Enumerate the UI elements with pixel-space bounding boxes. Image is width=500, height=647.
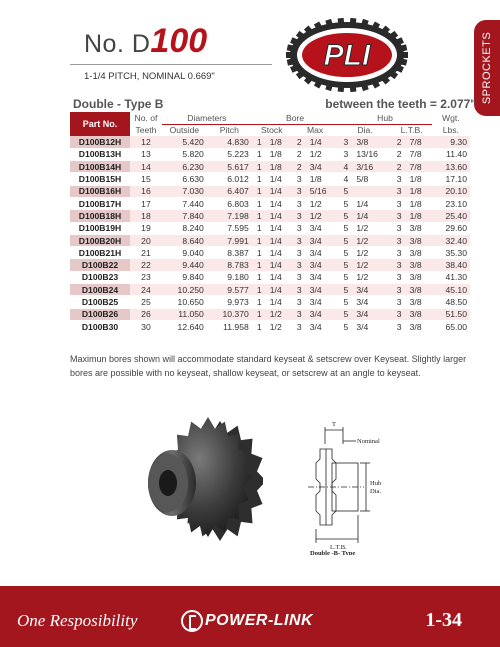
cell-ltb-whole: 2 (392, 136, 407, 148)
cell-stock-bore-whole: 1 (252, 197, 267, 209)
cell-hub-dia-whole: 5 (338, 320, 353, 332)
cell-max-bore-whole: 2 (292, 148, 307, 160)
cell-weight: 9.30 (432, 136, 470, 148)
cell-stock-bore-whole: 1 (252, 271, 267, 283)
cell-weight: 38.40 (432, 259, 470, 271)
cell-outside-dia: 8.640 (162, 234, 207, 246)
cell-pitch-dia: 8.783 (207, 259, 252, 271)
table-row (70, 210, 470, 222)
cell-outside-dia: 12.640 (162, 320, 207, 332)
cell-part-no: D100B23 (70, 271, 130, 283)
cell-part-no: D100B14H (70, 161, 130, 173)
table-row (70, 222, 470, 234)
cell-weight: 17.10 (432, 173, 470, 185)
cell-stock-bore-frac: 1/4 (267, 185, 292, 197)
cell-pitch-dia: 8.387 (207, 247, 252, 259)
pitch-subtitle: 1-1/4 PITCH, NOMINAL 0.669" (84, 71, 215, 82)
cell-weight: 51.50 (432, 308, 470, 320)
cell-ltb-frac: 3/8 (407, 259, 432, 271)
cell-pitch-dia: 9.180 (207, 271, 252, 283)
cell-pitch-dia: 6.012 (207, 173, 252, 185)
cell-ltb-frac: 3/8 (407, 308, 432, 320)
cell-ltb-whole: 3 (392, 308, 407, 320)
cell-weight: 25.40 (432, 210, 470, 222)
title-prefix: No. D (84, 30, 151, 58)
brand-name: POWER-LINK (205, 612, 314, 629)
cell-stock-bore-whole: 1 (252, 234, 267, 246)
cell-max-bore-frac: 3/4 (307, 247, 339, 259)
cell-hub-dia-whole: 5 (338, 308, 353, 320)
cell-max-bore-frac: 5/16 (307, 185, 339, 197)
spec-table-body (70, 136, 470, 333)
cell-part-no: D100B30 (70, 320, 130, 332)
cell-weight: 65.00 (432, 320, 470, 332)
drawing-t-label: T (332, 421, 336, 428)
col-dia: Dia. (357, 125, 373, 136)
drawing-hub-label: Hub (370, 480, 382, 487)
cell-stock-bore-whole: 1 (252, 136, 267, 148)
cell-ltb-whole: 3 (392, 284, 407, 296)
cell-teeth: 22 (130, 259, 162, 271)
cell-stock-bore-frac: 1/2 (267, 308, 292, 320)
cell-teeth: 16 (130, 185, 162, 197)
cell-pitch-dia: 7.198 (207, 210, 252, 222)
cell-outside-dia: 6.630 (162, 173, 207, 185)
cell-max-bore-whole: 3 (292, 296, 307, 308)
cell-weight: 11.40 (432, 148, 470, 160)
cell-max-bore-whole: 3 (292, 210, 307, 222)
type-label: Double - Type B (73, 97, 164, 111)
cell-max-bore-frac: 1/2 (307, 210, 339, 222)
cell-stock-bore-whole: 1 (252, 222, 267, 234)
cell-part-no: D100B24 (70, 284, 130, 296)
cell-hub-dia-whole: 5 (338, 247, 353, 259)
col-stock: Stock (261, 125, 283, 136)
cell-hub-dia-whole: 5 (338, 284, 353, 296)
cell-ltb-whole: 2 (392, 161, 407, 173)
cell-stock-bore-whole: 1 (252, 284, 267, 296)
cell-teeth: 20 (130, 234, 162, 246)
cell-max-bore-whole: 2 (292, 161, 307, 173)
cell-max-bore-whole: 3 (292, 320, 307, 332)
cell-teeth: 18 (130, 210, 162, 222)
cell-ltb-frac: 3/8 (407, 296, 432, 308)
cell-weight: 48.50 (432, 296, 470, 308)
cell-part-no: D100B17H (70, 197, 130, 209)
cell-max-bore-whole: 3 (292, 308, 307, 320)
cell-teeth: 25 (130, 296, 162, 308)
double-b-type-drawing (298, 419, 404, 555)
double-sprocket-image (138, 413, 263, 543)
cell-hub-dia-frac: 1/4 (353, 210, 391, 222)
cell-stock-bore-frac: 1/4 (267, 271, 292, 283)
cell-ltb-frac: 7/8 (407, 148, 432, 160)
cell-hub-dia-whole: 3 (338, 148, 353, 160)
col-group-diameters: Diameters (162, 112, 252, 124)
cell-max-bore-whole: 3 (292, 259, 307, 271)
cell-stock-bore-whole: 1 (252, 308, 267, 320)
drawing-hub-dia-label: Dia. (370, 488, 382, 495)
cell-part-no: D100B20H (70, 234, 130, 246)
cell-ltb-whole: 3 (392, 271, 407, 283)
cell-outside-dia: 5.420 (162, 136, 207, 148)
cell-max-bore-frac: 3/4 (307, 308, 339, 320)
cell-hub-dia-frac: 1/2 (353, 247, 391, 259)
cell-teeth: 21 (130, 247, 162, 259)
cell-outside-dia: 11.050 (162, 308, 207, 320)
cell-weight: 13.60 (432, 161, 470, 173)
cell-stock-bore-whole: 1 (252, 173, 267, 185)
cell-part-no: D100B15H (70, 173, 130, 185)
cell-weight: 45.10 (432, 284, 470, 296)
cell-stock-bore-frac: 1/8 (267, 148, 292, 160)
cell-hub-dia-whole: 4 (338, 173, 353, 185)
table-row (70, 271, 470, 283)
cell-part-no: D100B22 (70, 259, 130, 271)
cell-hub-dia-frac: 1/2 (353, 259, 391, 271)
table-row (70, 296, 470, 308)
logo-text: PLI (323, 39, 371, 72)
cell-stock-bore-frac: 1/4 (267, 259, 292, 271)
cell-hub-dia-frac: 1/4 (353, 197, 391, 209)
cell-stock-bore-frac: 1/8 (267, 136, 292, 148)
cell-teeth: 30 (130, 320, 162, 332)
cell-pitch-dia: 7.595 (207, 222, 252, 234)
cell-teeth: 13 (130, 148, 162, 160)
bore-note: Maximun bores shown will accommodate standard keyseat & setscrew over Keyseat. Slightly larger bores are possible with no keyseat, shallow keyseat, or setscrew at an angle to keyseat. (70, 354, 467, 378)
cell-outside-dia: 5.820 (162, 148, 207, 160)
cell-max-bore-frac: 3/4 (307, 234, 339, 246)
cell-max-bore-whole: 3 (292, 222, 307, 234)
cell-stock-bore-whole: 1 (252, 148, 267, 160)
cell-max-bore-frac: 1/4 (307, 136, 339, 148)
cell-ltb-whole: 3 (392, 185, 407, 197)
cell-outside-dia: 8.240 (162, 222, 207, 234)
cell-teeth: 14 (130, 161, 162, 173)
cell-ltb-whole: 3 (392, 210, 407, 222)
cell-hub-dia-whole: 5 (338, 185, 353, 197)
cell-hub-dia-frac: 1/2 (353, 222, 391, 234)
cell-ltb-frac: 7/8 (407, 161, 432, 173)
cell-ltb-whole: 3 (392, 222, 407, 234)
pli-logo (286, 17, 408, 93)
cell-hub-dia-frac: 1/2 (353, 271, 391, 283)
cell-stock-bore-frac: 1/4 (267, 234, 292, 246)
cell-max-bore-whole: 3 (292, 271, 307, 283)
cell-ltb-whole: 3 (392, 234, 407, 246)
cell-stock-bore-frac: 1/8 (267, 161, 292, 173)
cell-outside-dia: 7.840 (162, 210, 207, 222)
cell-ltb-frac: 1/8 (407, 197, 432, 209)
cell-teeth: 15 (130, 173, 162, 185)
cell-hub-dia-frac: 13/16 (353, 148, 391, 160)
cell-stock-bore-frac: 1/4 (267, 284, 292, 296)
footer-bar (0, 586, 500, 647)
cell-teeth: 17 (130, 197, 162, 209)
table-row (70, 148, 470, 160)
cell-hub-dia-whole: 5 (338, 271, 353, 283)
cell-ltb-whole: 3 (392, 173, 407, 185)
table-row (70, 320, 470, 332)
footer-slogan: One Resposibility (17, 611, 138, 630)
cell-ltb-whole: 3 (392, 320, 407, 332)
cell-outside-dia: 9.840 (162, 271, 207, 283)
cell-ltb-frac: 3/8 (407, 284, 432, 296)
cell-hub-dia-frac: 3/8 (353, 136, 391, 148)
cell-stock-bore-frac: 1/4 (267, 173, 292, 185)
cell-outside-dia: 7.030 (162, 185, 207, 197)
cell-ltb-whole: 3 (392, 296, 407, 308)
cell-part-no: D100B25 (70, 296, 130, 308)
cell-teeth: 24 (130, 284, 162, 296)
cell-stock-bore-whole: 1 (252, 161, 267, 173)
table-row (70, 247, 470, 259)
col-ltb: L.T.B. (400, 125, 423, 136)
drawing-nominal-label: Nominal (357, 438, 380, 445)
col-lbs: Lbs. (442, 125, 459, 135)
cell-ltb-frac: 1/8 (407, 185, 432, 197)
cell-max-bore-frac: 3/4 (307, 161, 339, 173)
title-divider (70, 64, 272, 65)
cell-hub-dia-frac: 3/4 (353, 296, 391, 308)
table-row (70, 161, 470, 173)
col-outside: Outside (169, 125, 200, 136)
table-row (70, 308, 470, 320)
between-teeth-label: between the teeth = 2.077" (325, 97, 476, 111)
cell-max-bore-frac: 3/4 (307, 284, 339, 296)
table-row (70, 173, 470, 185)
cell-max-bore-frac: 3/4 (307, 259, 339, 271)
cell-weight: 35.30 (432, 247, 470, 259)
cell-weight: 20.10 (432, 185, 470, 197)
cell-max-bore-frac: 3/4 (307, 296, 339, 308)
cell-max-bore-frac: 1/2 (307, 148, 339, 160)
cell-hub-dia-whole: 5 (338, 222, 353, 234)
cell-hub-dia-frac: 3/4 (353, 308, 391, 320)
cell-stock-bore-frac: 1/4 (267, 247, 292, 259)
cell-max-bore-frac: 3/4 (307, 271, 339, 283)
cell-hub-dia-whole: 5 (338, 259, 353, 271)
cell-part-no: D100B18H (70, 210, 130, 222)
cell-stock-bore-frac: 1/4 (267, 296, 292, 308)
cell-stock-bore-whole: 1 (252, 320, 267, 332)
cell-pitch-dia: 9.973 (207, 296, 252, 308)
cell-stock-bore-frac: 1/4 (267, 197, 292, 209)
cell-ltb-frac: 7/8 (407, 136, 432, 148)
power-link-logo (181, 608, 313, 634)
cell-weight: 29.60 (432, 222, 470, 234)
cell-stock-bore-frac: 1/2 (267, 320, 292, 332)
cell-hub-dia-frac (353, 185, 391, 197)
cell-max-bore-frac: 3/4 (307, 320, 339, 332)
cell-ltb-whole: 3 (392, 197, 407, 209)
col-group-bore: Bore (252, 112, 339, 124)
cell-ltb-frac: 3/8 (407, 271, 432, 283)
cell-ltb-frac: 3/8 (407, 247, 432, 259)
cell-pitch-dia: 6.803 (207, 197, 252, 209)
cell-pitch-dia: 11.958 (207, 320, 252, 332)
cell-pitch-dia: 5.617 (207, 161, 252, 173)
cell-max-bore-whole: 3 (292, 197, 307, 209)
table-row (70, 185, 470, 197)
cell-outside-dia: 9.040 (162, 247, 207, 259)
cell-ltb-frac: 3/8 (407, 234, 432, 246)
cell-max-bore-whole: 3 (292, 234, 307, 246)
cell-max-bore-frac: 1/8 (307, 173, 339, 185)
cell-hub-dia-whole: 5 (338, 197, 353, 209)
col-group-hub: Hub (338, 112, 431, 124)
cell-part-no: D100B26 (70, 308, 130, 320)
cell-stock-bore-whole: 1 (252, 296, 267, 308)
cell-ltb-frac: 3/8 (407, 222, 432, 234)
cell-ltb-whole: 3 (392, 247, 407, 259)
cell-hub-dia-whole: 5 (338, 296, 353, 308)
cell-pitch-dia: 4.830 (207, 136, 252, 148)
cell-pitch-dia: 7.991 (207, 234, 252, 246)
cell-pitch-dia: 9.577 (207, 284, 252, 296)
cell-teeth: 23 (130, 271, 162, 283)
col-part-no: Part No. (70, 112, 130, 136)
cell-stock-bore-whole: 1 (252, 259, 267, 271)
drawing-ltb-label: L.T.B. (330, 544, 347, 551)
cell-stock-bore-whole: 1 (252, 185, 267, 197)
col-teeth: Teeth (135, 125, 157, 135)
cell-hub-dia-frac: 3/4 (353, 320, 391, 332)
cell-outside-dia: 6.230 (162, 161, 207, 173)
cell-max-bore-whole: 2 (292, 136, 307, 148)
cell-stock-bore-frac: 1/4 (267, 210, 292, 222)
cell-teeth: 26 (130, 308, 162, 320)
cell-max-bore-whole: 3 (292, 247, 307, 259)
catalog-title (84, 22, 207, 61)
cell-max-bore-whole: 3 (292, 173, 307, 185)
cell-outside-dia: 9.440 (162, 259, 207, 271)
drawing-caption: Double -B- Type (310, 550, 356, 555)
cell-hub-dia-frac: 1/2 (353, 234, 391, 246)
cell-pitch-dia: 10.370 (207, 308, 252, 320)
cell-pitch-dia: 6.407 (207, 185, 252, 197)
table-row (70, 197, 470, 209)
cell-outside-dia: 10.650 (162, 296, 207, 308)
cell-teeth: 12 (130, 136, 162, 148)
cell-hub-dia-frac: 3/4 (353, 284, 391, 296)
col-pitch: Pitch (219, 125, 239, 136)
section-tab-label: SPROCKETS (481, 31, 493, 105)
cell-ltb-frac: 3/8 (407, 320, 432, 332)
cell-hub-dia-frac: 3/16 (353, 161, 391, 173)
cell-weight: 41.30 (432, 271, 470, 283)
table-row (70, 234, 470, 246)
col-wgt: Wgt. (441, 113, 460, 123)
cell-max-bore-whole: 3 (292, 284, 307, 296)
cell-stock-bore-frac: 1/4 (267, 222, 292, 234)
cell-ltb-whole: 3 (392, 259, 407, 271)
cell-hub-dia-whole: 5 (338, 210, 353, 222)
table-row (70, 259, 470, 271)
cell-teeth: 19 (130, 222, 162, 234)
cell-ltb-frac: 1/8 (407, 210, 432, 222)
cell-part-no: D100B21H (70, 247, 130, 259)
page-number: 1-34 (425, 609, 462, 631)
cell-hub-dia-whole: 4 (338, 161, 353, 173)
cell-outside-dia: 7.440 (162, 197, 207, 209)
cell-ltb-whole: 2 (392, 148, 407, 160)
power-link-icon (181, 610, 203, 632)
col-max: Max (306, 125, 324, 136)
cell-stock-bore-whole: 1 (252, 210, 267, 222)
cell-max-bore-frac: 1/2 (307, 197, 339, 209)
cell-part-no: D100B16H (70, 185, 130, 197)
table-row (70, 284, 470, 296)
cell-max-bore-whole: 3 (292, 185, 307, 197)
title-number: 100 (150, 22, 208, 60)
cell-max-bore-frac: 3/4 (307, 222, 339, 234)
cell-weight: 23.10 (432, 197, 470, 209)
cell-ltb-frac: 1/8 (407, 173, 432, 185)
cell-hub-dia-frac: 5/8 (353, 173, 391, 185)
table-row (70, 136, 470, 148)
cell-pitch-dia: 5.223 (207, 148, 252, 160)
cell-hub-dia-whole: 5 (338, 234, 353, 246)
cell-part-no: D100B19H (70, 222, 130, 234)
cell-stock-bore-whole: 1 (252, 247, 267, 259)
spec-table (70, 112, 470, 333)
cell-part-no: D100B13H (70, 148, 130, 160)
cell-outside-dia: 10.250 (162, 284, 207, 296)
col-no-of: No. of (134, 113, 158, 123)
cell-hub-dia-whole: 3 (338, 136, 353, 148)
section-tab-sprockets[interactable] (474, 20, 500, 116)
cell-weight: 32.40 (432, 234, 470, 246)
cell-part-no: D100B12H (70, 136, 130, 148)
